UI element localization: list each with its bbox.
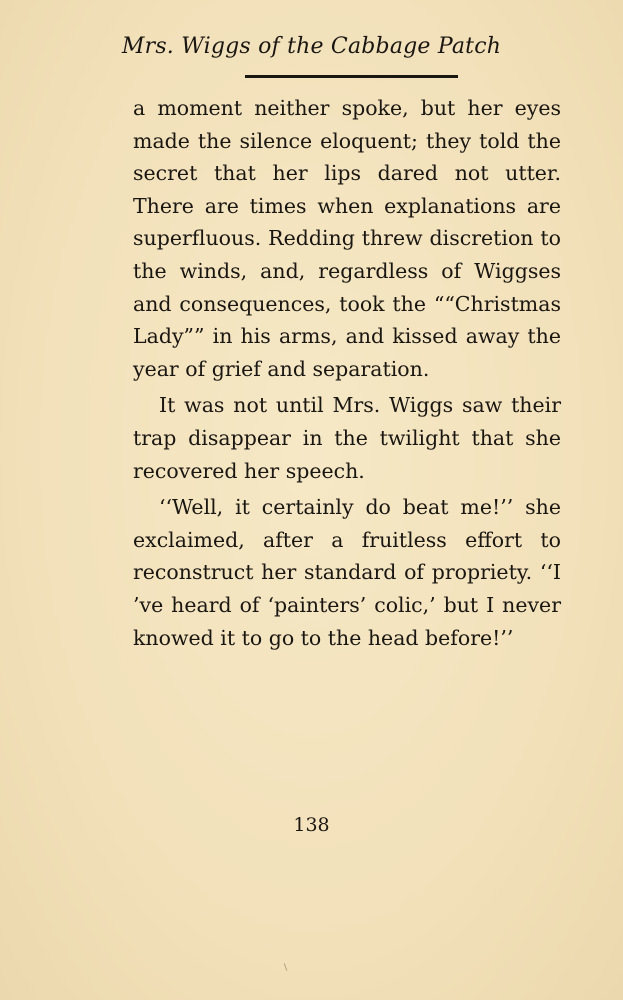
paragraph-2: It was not until Mrs. Wiggs saw their trap disappear in the twilight that she recovered her speech. (133, 393, 561, 483)
page-number: 138 (293, 814, 330, 836)
paragraph-1: a moment neither spoke, but her eyes made the silence eloquent; they told the secret that her lips dared not utter. There are times when explanations are superfluous. Redding threw discretion to the winds, and, regardless of Wiggses and consequences, took the ““Christmas Lady”” in his arms, and kissed away the year of grief and separation. (133, 96, 561, 381)
paragraph-3: ‘‘Well, it certainly do beat me!’’ she exclaimed, after a fruitless effort to reconstruct her standard of propriety. ‘‘I ’ve heard of ‘painters’ colic,’ but I never knowed it to go to the head before!’’ (133, 495, 561, 650)
running-head: Mrs. Wiggs of the Cabbage Patch (121, 34, 502, 59)
body-text (133, 92, 561, 658)
paper-speck (284, 963, 288, 971)
header-rule (245, 75, 458, 78)
